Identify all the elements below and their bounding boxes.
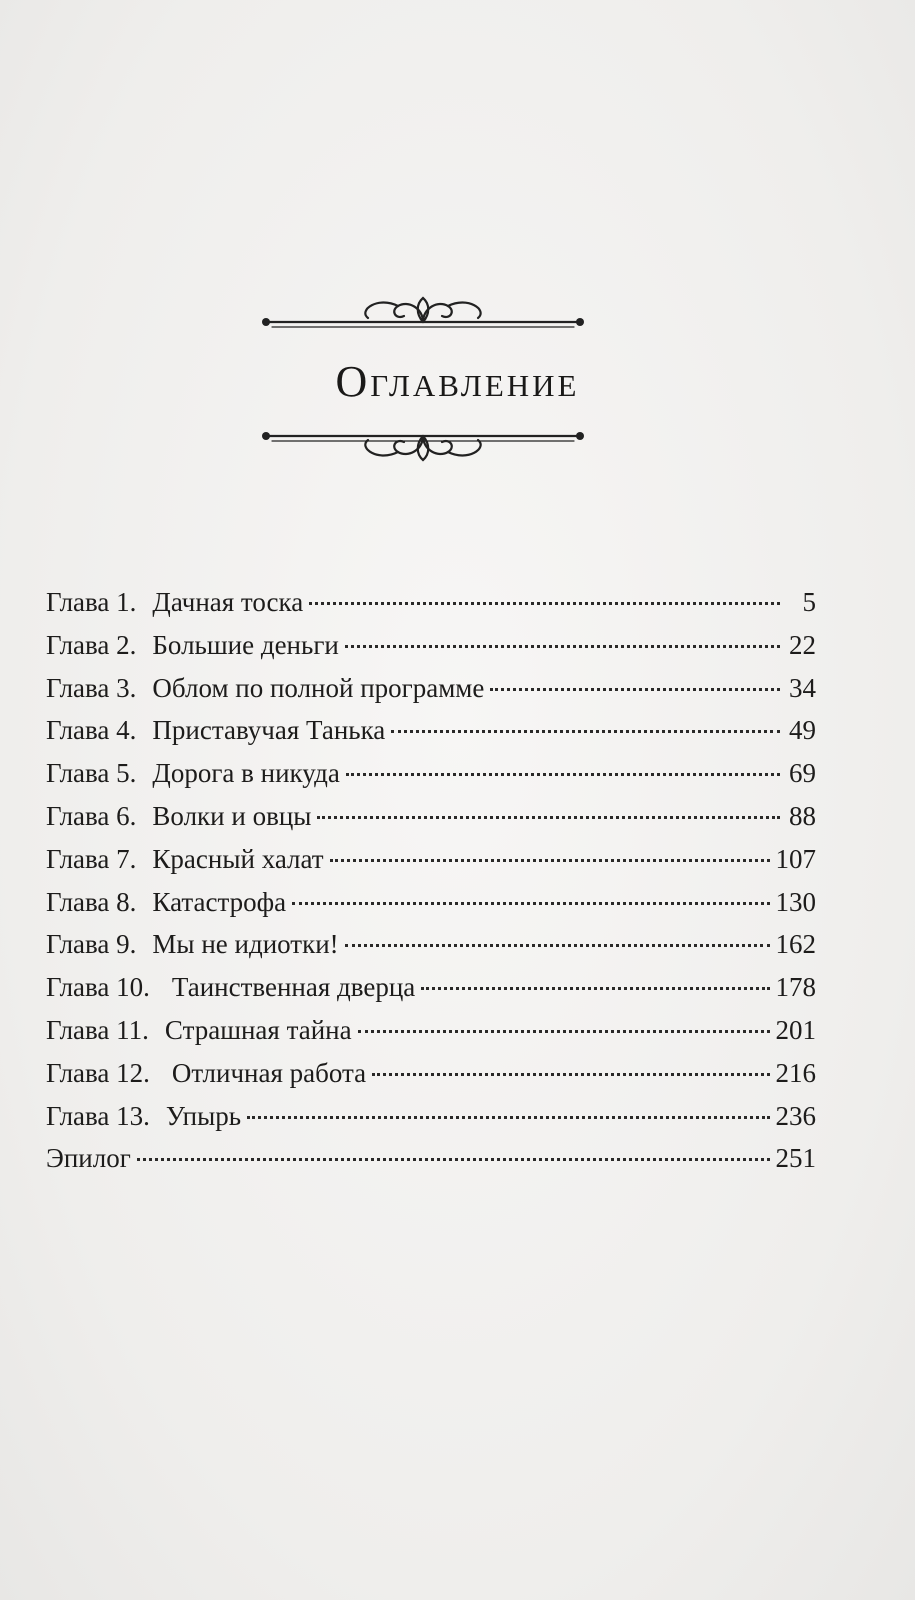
toc-entry bbox=[46, 624, 816, 667]
chapter-title: Мы не идиотки! bbox=[152, 929, 339, 960]
chapter-number: Глава 1. bbox=[46, 587, 137, 617]
scroll-ornament-icon bbox=[258, 288, 588, 348]
chapter-number: Глава 2. bbox=[46, 629, 137, 660]
page-title: Оглавление bbox=[335, 357, 580, 406]
dot-leader bbox=[345, 943, 770, 947]
chapter-number: Глава 9. bbox=[46, 929, 137, 960]
page-number: 251 bbox=[775, 1143, 816, 1174]
dot-leader bbox=[345, 644, 780, 648]
toc-entry bbox=[46, 881, 816, 924]
page-number: 130 bbox=[775, 886, 816, 917]
chapter-number: Глава 7. bbox=[46, 843, 137, 874]
toc-entry bbox=[46, 752, 816, 795]
chapter-number: Глава 13. bbox=[46, 1100, 150, 1131]
chapter-number: Глава 12. bbox=[46, 1057, 150, 1088]
page-number: 201 bbox=[775, 1014, 816, 1045]
chapter-number: Глава 5. bbox=[46, 758, 137, 789]
chapter-number: Глава 3. bbox=[46, 672, 137, 703]
dot-leader bbox=[247, 1115, 769, 1119]
toc-entry bbox=[46, 1009, 816, 1052]
chapter-title: Катастрофа bbox=[152, 886, 287, 917]
page-number: 178 bbox=[775, 972, 816, 1003]
dot-leader bbox=[309, 601, 780, 605]
chapter-title: Красный халат bbox=[152, 843, 324, 874]
page-number: 236 bbox=[775, 1100, 816, 1131]
chapter-title: Упырь bbox=[165, 1100, 242, 1131]
page-number: 107 bbox=[775, 843, 816, 874]
page-number: 216 bbox=[775, 1057, 816, 1088]
page-number: 49 bbox=[789, 715, 816, 746]
dot-leader bbox=[490, 687, 780, 691]
chapter-number: Глава 11. bbox=[46, 1014, 149, 1045]
dot-leader bbox=[391, 729, 780, 733]
toc-entry bbox=[46, 1095, 816, 1138]
dot-leader bbox=[137, 1157, 770, 1161]
epilogue-label: Эпилог bbox=[46, 1143, 131, 1174]
page-number: 162 bbox=[775, 929, 816, 960]
toc-entry bbox=[46, 581, 816, 624]
chapter-title: Дорога в никуда bbox=[152, 758, 340, 789]
chapter-title: Облом по полной программе bbox=[152, 672, 485, 703]
dot-leader bbox=[330, 858, 770, 862]
toc-entry bbox=[46, 838, 816, 881]
dot-leader bbox=[346, 772, 780, 776]
chapter-number: Глава 6. bbox=[46, 800, 137, 831]
chapter-number: Глава 4. bbox=[46, 715, 137, 746]
dot-leader bbox=[358, 1029, 770, 1033]
page-number: 69 bbox=[789, 758, 816, 789]
chapter-title: Дачная тоска bbox=[152, 587, 304, 617]
toc-entry bbox=[46, 709, 816, 752]
toc-entry bbox=[46, 795, 816, 838]
table-of-contents bbox=[46, 581, 816, 1180]
toc-entry bbox=[46, 1052, 816, 1095]
chapter-number: Глава 8. bbox=[46, 886, 137, 917]
chapter-title: Волки и овцы bbox=[152, 800, 312, 831]
dot-leader bbox=[292, 901, 769, 905]
dot-leader bbox=[317, 815, 780, 819]
toc-entry bbox=[46, 966, 816, 1009]
toc-entry-epilogue bbox=[46, 1137, 816, 1180]
dot-leader bbox=[372, 1072, 769, 1076]
page-number: 5 bbox=[802, 587, 816, 617]
page-number: 88 bbox=[789, 800, 816, 831]
chapter-title: Приставучая Танька bbox=[152, 715, 386, 746]
page-number: 34 bbox=[789, 672, 816, 703]
chapter-title: Отличная работа bbox=[171, 1057, 367, 1088]
toc-entry bbox=[46, 667, 816, 710]
top-ornament-divider bbox=[258, 288, 588, 348]
chapter-number: Глава 10. bbox=[46, 972, 150, 1003]
toc-entry bbox=[46, 923, 816, 966]
dot-leader bbox=[421, 986, 769, 990]
chapter-title: Большие деньги bbox=[152, 629, 339, 660]
chapter-title: Страшная тайна bbox=[164, 1014, 352, 1045]
bottom-ornament-divider bbox=[258, 424, 588, 484]
page-number: 22 bbox=[789, 629, 816, 660]
scroll-ornament-icon bbox=[258, 424, 588, 484]
chapter-title: Таинственная дверца bbox=[171, 972, 416, 1003]
